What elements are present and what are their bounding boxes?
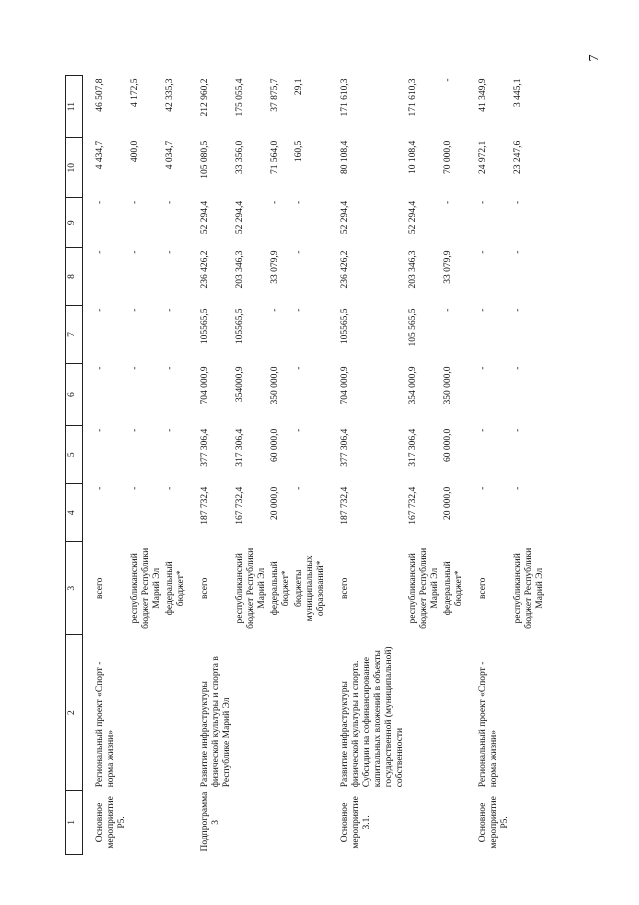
row-value-cell: -: [95, 250, 105, 254]
table-row: [164, 76, 188, 855]
row-value-cell: 52 294,4: [200, 200, 210, 235]
row-value-cell: 354 000,9: [408, 366, 418, 405]
row-value-cell: 203 346,3: [235, 250, 245, 289]
row-value-cell: 20 000,0: [270, 486, 280, 520]
row-value-cell: 37 875,7: [270, 78, 280, 112]
row-name-cell: Развитие инфраструктуры физической культуры и спорта. Субсидии на софинансирование капитальных вложений в объекты государственной (муниципальной) собственности: [340, 646, 405, 788]
row-value-cell: -: [478, 366, 488, 370]
row-source-cell: всего: [478, 577, 488, 599]
row-value-cell: -: [165, 366, 175, 370]
row-value-cell: 4 034,7: [165, 140, 175, 170]
row-value-cell: 3 445,1: [513, 78, 523, 107]
row-value-cell: 171 610,3: [408, 78, 418, 117]
table-row: [442, 76, 466, 855]
row-value-cell: -: [270, 200, 280, 204]
row-value-cell: 354000,9: [235, 366, 245, 403]
row-value-cell: 41 349,9: [478, 78, 488, 112]
row-value-cell: -: [130, 200, 140, 204]
row-event-cell: [269, 790, 293, 854]
table-row: [188, 76, 234, 855]
row-value-cell: 60 000,0: [270, 428, 280, 462]
row-source-cell: всего: [95, 577, 105, 599]
row-value-cell: -: [478, 200, 488, 204]
column-header: 3: [66, 542, 83, 635]
row-value-cell: -: [294, 366, 304, 370]
row-value-cell: 29,1: [294, 78, 304, 96]
row-value-cell: 20 000,0: [443, 486, 453, 520]
row-value-cell: 52 294,4: [408, 200, 418, 235]
row-source-cell: республиканский бюджет Республики Марий Эл: [408, 547, 440, 629]
column-header: 2: [66, 635, 83, 790]
row-value-cell: -: [95, 428, 105, 432]
row-value-cell: 377 306,4: [340, 428, 350, 467]
row-value-cell: -: [130, 308, 140, 312]
row-name-cell: Региональный проект «Спорт - норма жизни»: [478, 661, 499, 788]
row-value-cell: 171 610,3: [340, 78, 350, 117]
column-header: 7: [66, 306, 83, 364]
row-name-cell: [234, 635, 269, 790]
table-row: [466, 76, 512, 855]
row-event-cell: Основное мероприятие 3.1.: [340, 796, 372, 849]
row-value-cell: 236 426,2: [340, 250, 350, 289]
row-value-cell: 105565,5: [200, 308, 210, 345]
row-value-cell: 105 080,5: [200, 140, 210, 179]
row-value-cell: 212 960,2: [200, 78, 210, 117]
row-value-cell: 60 000,0: [443, 428, 453, 462]
row-name-cell: [442, 635, 466, 790]
row-name-cell: [164, 635, 188, 790]
row-value-cell: -: [478, 250, 488, 254]
row-value-cell: 52 294,4: [235, 200, 245, 235]
row-value-cell: 52 294,4: [340, 200, 350, 235]
row-name-cell: Региональный проект «Спорт - норма жизни»: [95, 661, 116, 788]
row-value-cell: 167 732,4: [408, 486, 418, 525]
row-name-cell: [269, 635, 293, 790]
row-event-cell: [512, 790, 547, 854]
row-value-cell: -: [443, 78, 453, 82]
row-event-cell: [164, 790, 188, 854]
column-header: 11: [66, 76, 83, 138]
row-value-cell: 350 000,0: [443, 366, 453, 405]
row-value-cell: 105565,5: [235, 308, 245, 345]
row-value-cell: 23 247,6: [513, 140, 523, 174]
row-value-cell: -: [165, 250, 175, 254]
row-value-cell: -: [165, 486, 175, 490]
row-value-cell: -: [513, 250, 523, 254]
row-value-cell: -: [478, 428, 488, 432]
row-source-cell: всего: [200, 577, 210, 599]
table-row: [512, 76, 547, 855]
row-value-cell: -: [513, 308, 523, 312]
row-source-cell: республиканский бюджет Республики Марий Эл: [513, 547, 545, 629]
row-event-cell: [442, 790, 466, 854]
row-source-cell: федеральный бюджет*: [165, 561, 186, 616]
row-value-cell: -: [513, 200, 523, 204]
row-value-cell: 704 000,9: [340, 366, 350, 405]
column-header: 4: [66, 484, 83, 542]
row-value-cell: -: [478, 308, 488, 312]
row-event-cell: Подпрограмма 3: [200, 791, 221, 852]
row-source-cell: федеральный бюджет*: [270, 561, 291, 616]
row-value-cell: 704 000,9: [200, 366, 210, 405]
row-value-cell: 4 172,5: [130, 78, 140, 107]
row-value-cell: -: [294, 486, 304, 490]
row-value-cell: 10 108,4: [408, 140, 418, 174]
row-value-cell: -: [513, 428, 523, 432]
row-value-cell: 33 356,0: [235, 140, 245, 174]
row-value-cell: 70 000,0: [443, 140, 453, 174]
row-value-cell: 317 306,4: [235, 428, 245, 467]
row-value-cell: 187 732,4: [200, 486, 210, 525]
table-row: [234, 76, 269, 855]
row-value-cell: -: [443, 200, 453, 204]
row-value-cell: 33 079,9: [443, 250, 453, 284]
row-value-cell: -: [95, 200, 105, 204]
row-value-cell: 203 346,3: [408, 250, 418, 289]
row-value-cell: -: [165, 308, 175, 312]
row-value-cell: -: [95, 308, 105, 312]
row-value-cell: -: [130, 250, 140, 254]
row-value-cell: -: [513, 486, 523, 490]
row-value-cell: 400,0: [130, 140, 140, 163]
table-row: [328, 76, 407, 855]
row-source-cell: республиканский бюджет Республики Марий Эл: [235, 547, 267, 629]
row-value-cell: -: [513, 366, 523, 370]
row-value-cell: 71 564,0: [270, 140, 280, 174]
table-row: [407, 76, 442, 855]
row-name-cell: [293, 635, 328, 790]
row-source-cell: республиканский бюджет Республики Марий Эл: [130, 547, 162, 629]
row-event-cell: [234, 790, 269, 854]
column-header: 9: [66, 198, 83, 248]
row-value-cell: -: [165, 200, 175, 204]
row-value-cell: 105 565,5: [408, 308, 418, 347]
row-value-cell: 317 306,4: [408, 428, 418, 467]
row-value-cell: 105565,5: [340, 308, 350, 345]
row-value-cell: -: [95, 366, 105, 370]
row-value-cell: 24 972,1: [478, 140, 488, 174]
row-value-cell: -: [478, 486, 488, 490]
rotated-table-container: [65, 75, 575, 855]
row-event-cell: Основное мероприятие Р5.: [478, 796, 510, 849]
row-event-cell: [129, 790, 164, 854]
row-value-cell: -: [95, 486, 105, 490]
table-body: [83, 76, 548, 855]
row-value-cell: -: [130, 366, 140, 370]
row-value-cell: 46 507,8: [95, 78, 105, 112]
table-row: [83, 76, 130, 855]
row-event-cell: Основное мероприятие Р5.: [95, 796, 127, 849]
row-value-cell: -: [130, 486, 140, 490]
row-value-cell: -: [294, 308, 304, 312]
row-value-cell: -: [294, 428, 304, 432]
table-row: [269, 76, 293, 855]
column-header: 5: [66, 426, 83, 484]
row-value-cell: 377 306,4: [200, 428, 210, 467]
column-header: 8: [66, 248, 83, 306]
row-name-cell: Развитие инфраструктуры физической культуры и спорта в Республике Марий Эл: [200, 656, 232, 788]
row-value-cell: 236 426,2: [200, 250, 210, 289]
row-value-cell: -: [294, 200, 304, 204]
row-value-cell: 42 335,3: [165, 78, 175, 112]
row-value-cell: -: [130, 428, 140, 432]
row-value-cell: 187 732,4: [340, 486, 350, 525]
column-header: 1: [66, 790, 83, 854]
row-value-cell: -: [443, 308, 453, 312]
row-event-cell: [293, 790, 328, 854]
row-event-cell: [407, 790, 442, 854]
column-header: 10: [66, 138, 83, 198]
row-name-cell: [129, 635, 164, 790]
row-value-cell: -: [294, 250, 304, 254]
row-value-cell: 350 000,0: [270, 366, 280, 405]
row-name-cell: [407, 635, 442, 790]
row-value-cell: 4 434,7: [95, 140, 105, 170]
row-value-cell: 160,5: [294, 140, 304, 163]
row-value-cell: -: [165, 428, 175, 432]
row-value-cell: 80 108,4: [340, 140, 350, 174]
row-source-cell: федеральный бюджет*: [443, 561, 464, 616]
table-header: [66, 76, 83, 855]
row-value-cell: 175 055,4: [235, 78, 245, 117]
page-number: 7: [587, 54, 602, 62]
row-source-cell: всего: [340, 577, 350, 599]
row-value-cell: -: [270, 308, 280, 312]
row-value-cell: 33 079,9: [270, 250, 280, 284]
row-source-cell: бюджеты муниципальных образований*: [294, 555, 326, 622]
table-row: [129, 76, 164, 855]
row-name-cell: [512, 635, 547, 790]
row-value-cell: 167 732,4: [235, 486, 245, 525]
budget-table: [65, 75, 547, 855]
table-row: [293, 76, 328, 855]
column-header: 6: [66, 364, 83, 426]
